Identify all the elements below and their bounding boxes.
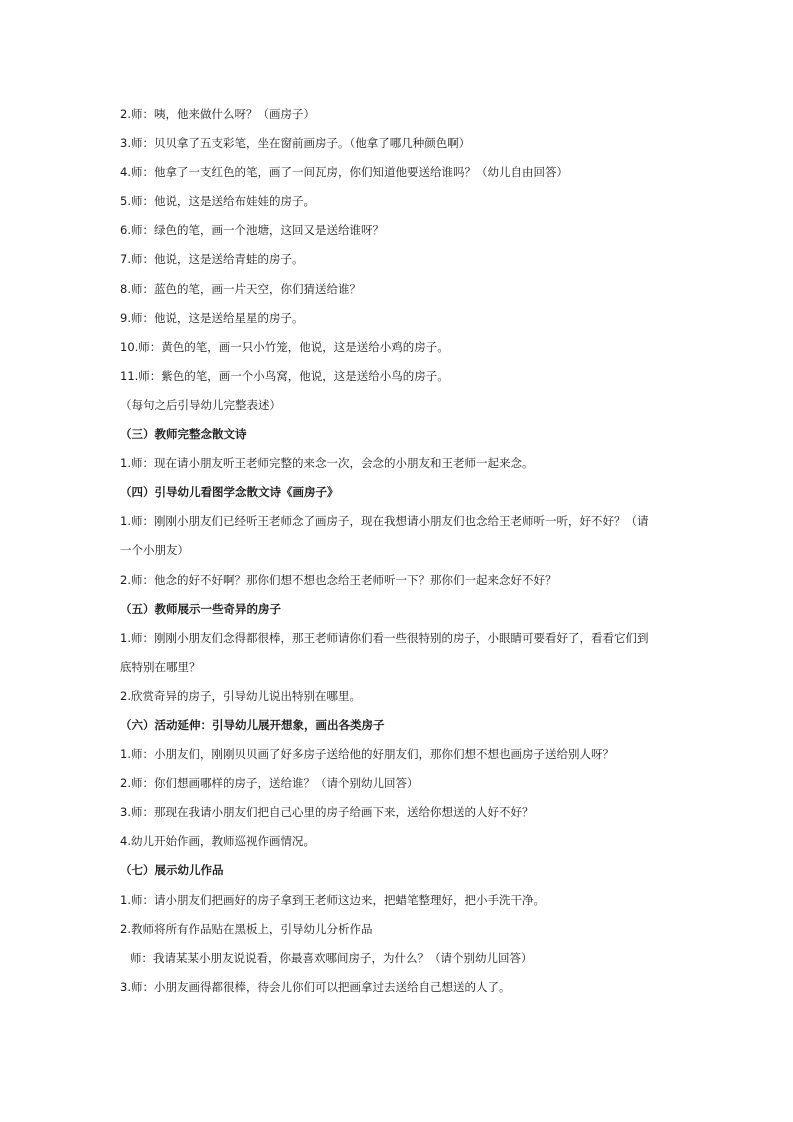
paragraph-line: 底特别在哪里？: [120, 659, 201, 674]
paragraph-line: 6.师：绿色的笔，画一个池塘，这回又是送给谁呀？: [120, 223, 384, 238]
document-body: [120, 100, 680, 1002]
section-heading: （三）教师完整念散文诗: [120, 427, 247, 442]
paragraph-line: 5.师：他说，这是送给布娃娃的房子。: [120, 194, 315, 209]
section-heading: （七）展示幼儿作品: [120, 863, 224, 878]
paragraph-line: 3.师：小朋友画得都很棒，待会儿你们可以把画拿过去送给自己想送的人了。: [120, 979, 511, 994]
paragraph-line: 一个小朋友）: [120, 543, 189, 558]
paragraph-line: 1.师：请小朋友们把画好的房子拿到王老师这边来，把蜡笔整理好，把小手洗干净。: [120, 892, 545, 907]
paragraph-line: 2.师：你们想画哪样的房子，送给谁？（请个别幼儿回答）: [120, 776, 419, 791]
paragraph-line: 2.师：咦，他来做什么呀？（画房子）: [120, 107, 315, 121]
paragraph-line: 2.师：他念的好不好啊？那你们想不想也念给王老师听一下？那你们一起来念好不好？: [120, 572, 557, 587]
paragraph-line: 3.师：贝贝拿了五支彩笔，坐在窗前画房子。（他拿了哪几种颜色啊）: [120, 136, 471, 151]
paragraph-line: 10.师：黄色的笔，画一只小竹笼，他说，这是送给小鸡的房子。: [120, 339, 449, 354]
paragraph-line: 2.教师将所有作品贴在黑板上，引导幼儿分析作品: [120, 921, 373, 936]
paragraph-line: 1.师：现在请小朋友听王老师完整的来念一次，会念的小朋友和王老师一起来念。: [120, 456, 534, 471]
paragraph-line: 11.师：紫色的笔，画一个小鸟窝，他说，这是送给小鸟的房子。: [120, 368, 449, 383]
paragraph-line: 1.师：小朋友们，刚刚贝贝画了好多房子送给他的好朋友们，那你们想不想也画房子送给别人呀？: [120, 747, 614, 762]
paragraph-line: （每句之后引导幼儿完整表述）: [120, 397, 281, 412]
paragraph-line: 师：我请某某小朋友说说看，你最喜欢哪间房子，为什么？（请个别幼儿回答）: [130, 950, 533, 965]
paragraph-line: 4.师：他拿了一支红色的笔，画了一间瓦房，你们知道他要送给谁吗？（幼儿自由回答）: [120, 165, 568, 180]
paragraph-line: 9.师：他说，这是送给星星的房子。: [120, 310, 304, 325]
paragraph-line: 4.幼儿开始作画，教师巡视作画情况。: [120, 834, 315, 849]
paragraph-line: 1.师：刚刚小朋友们已经听王老师念了画房子，现在我想请小朋友们也念给王老师听一听，好不好？（请: [120, 514, 649, 529]
paragraph-line: 8.师：蓝色的笔，画一片天空，你们猜送给谁？: [120, 281, 361, 296]
paragraph-line: 1.师：刚刚小朋友们念得都很棒，那王老师请你们看一些很特别的房子，小眼睛可要看好了，看看它们到: [120, 630, 649, 645]
section-heading: （四）引导幼儿看图学念散文诗《画房子》: [120, 485, 339, 500]
paragraph-line: 3.师：那现在我请小朋友们把自己心里的房子给画下来，送给你想送的人好不好？: [120, 805, 534, 820]
paragraph-line: 2.欣赏奇异的房子，引导幼儿说出特别在哪里。: [120, 688, 361, 703]
section-heading: （五）教师展示一些奇异的房子: [120, 601, 281, 616]
section-heading: （六）活动延伸：引导幼儿展开想象，画出各类房子: [120, 717, 385, 732]
paragraph-line: 7.师：他说，这是送给青蛙的房子。: [120, 252, 304, 267]
